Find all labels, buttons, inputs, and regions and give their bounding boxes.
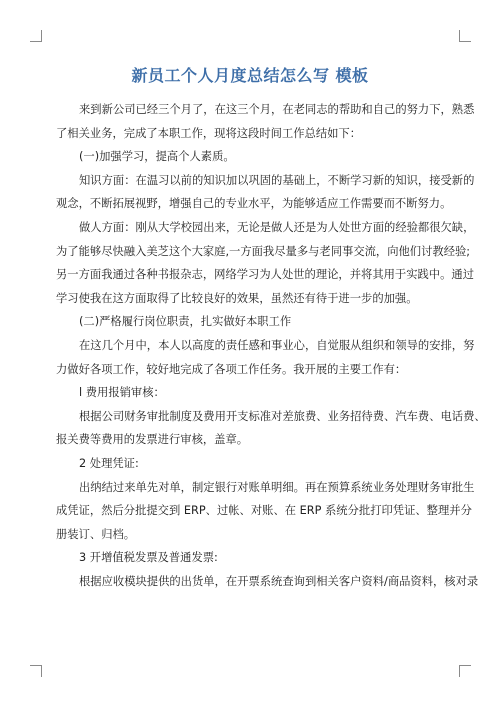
body-line: 学习使我在这方面取得了比较良好的效果，虽然还有待于进一步的加强。: [56, 291, 418, 305]
body-line: 成凭证，然后分批提交到 ERP、过帐、对账、在 ERP 系统分批打印凭证、整理并分: [56, 504, 472, 518]
body-line: 了相关业务，完成了本职工作，现将这段时间工作总结如下：: [56, 126, 362, 140]
crop-mark-bottom-left: [30, 665, 42, 677]
body-line: 力做好各项工作，较好地完成了各项工作任务。我开展的主要工作有：: [56, 362, 407, 376]
body-line: 根据公司财务审批制度及费用开支标准对差旅费、业务招待费、汽车费、电话费、: [79, 409, 486, 423]
body-line: 在这几个月中，本人以高度的责任感和事业心，自觉服从组织和领导的安排，努: [79, 338, 475, 352]
body-line: 做人方面：刚从大学校园出来，无论是做人还是为人处世方面的经验都很欠缺，: [79, 220, 475, 234]
crop-mark-bottom-right: [459, 665, 471, 677]
body-line: 报关费等费用的发票进行审核，盖章。: [56, 433, 249, 447]
body-line: 知识方面：在温习以前的知识加以巩固的基础上，不断学习新的知识，接受新的: [79, 173, 475, 187]
body-line: 3 开增值税发票及普通发票:: [79, 551, 218, 565]
body-line: 2 处理凭证:: [79, 456, 139, 470]
body-line: 根据应收模块提供的出货单，在开票系统查询到相关客户资料/商品资料，核对录: [79, 574, 479, 588]
document-title: 新员工个人月度总结怎么写 模板: [131, 66, 369, 85]
body-line: 来到新公司已经三个月了，在这三个月，在老同志的帮助和自己的努力下，熟悉: [79, 103, 475, 116]
body-line: (一)加强学习，提高个人素质。: [79, 150, 235, 164]
body-line: 观念，不断拓展视野，增强自己的专业水平，为能够适应工作需要而不断努力。: [56, 197, 452, 211]
crop-mark-top-left: [30, 30, 42, 42]
body-line: 出纳结过来单先对单，制定银行对账单明细。再在预算系统业务处理财务审批生: [79, 480, 475, 494]
body-line: 为了能够尽快融入美芝这个大家庭,一方面我尽量多与老同事交流，向他们讨教经验;: [56, 244, 471, 258]
body-line: l 费用报销审核：: [79, 386, 165, 400]
body-line: 另一方面我通过各种书报杂志，网络学习为人处世的理论，并将其用于实践中。通过: [56, 268, 474, 282]
body-line: 册装订、归档。: [56, 527, 136, 541]
document-body: [56, 98, 486, 593]
body-line: (二)严格履行岗位职责，扎实做好本职工作: [79, 315, 292, 329]
crop-mark-top-right: [459, 30, 471, 42]
